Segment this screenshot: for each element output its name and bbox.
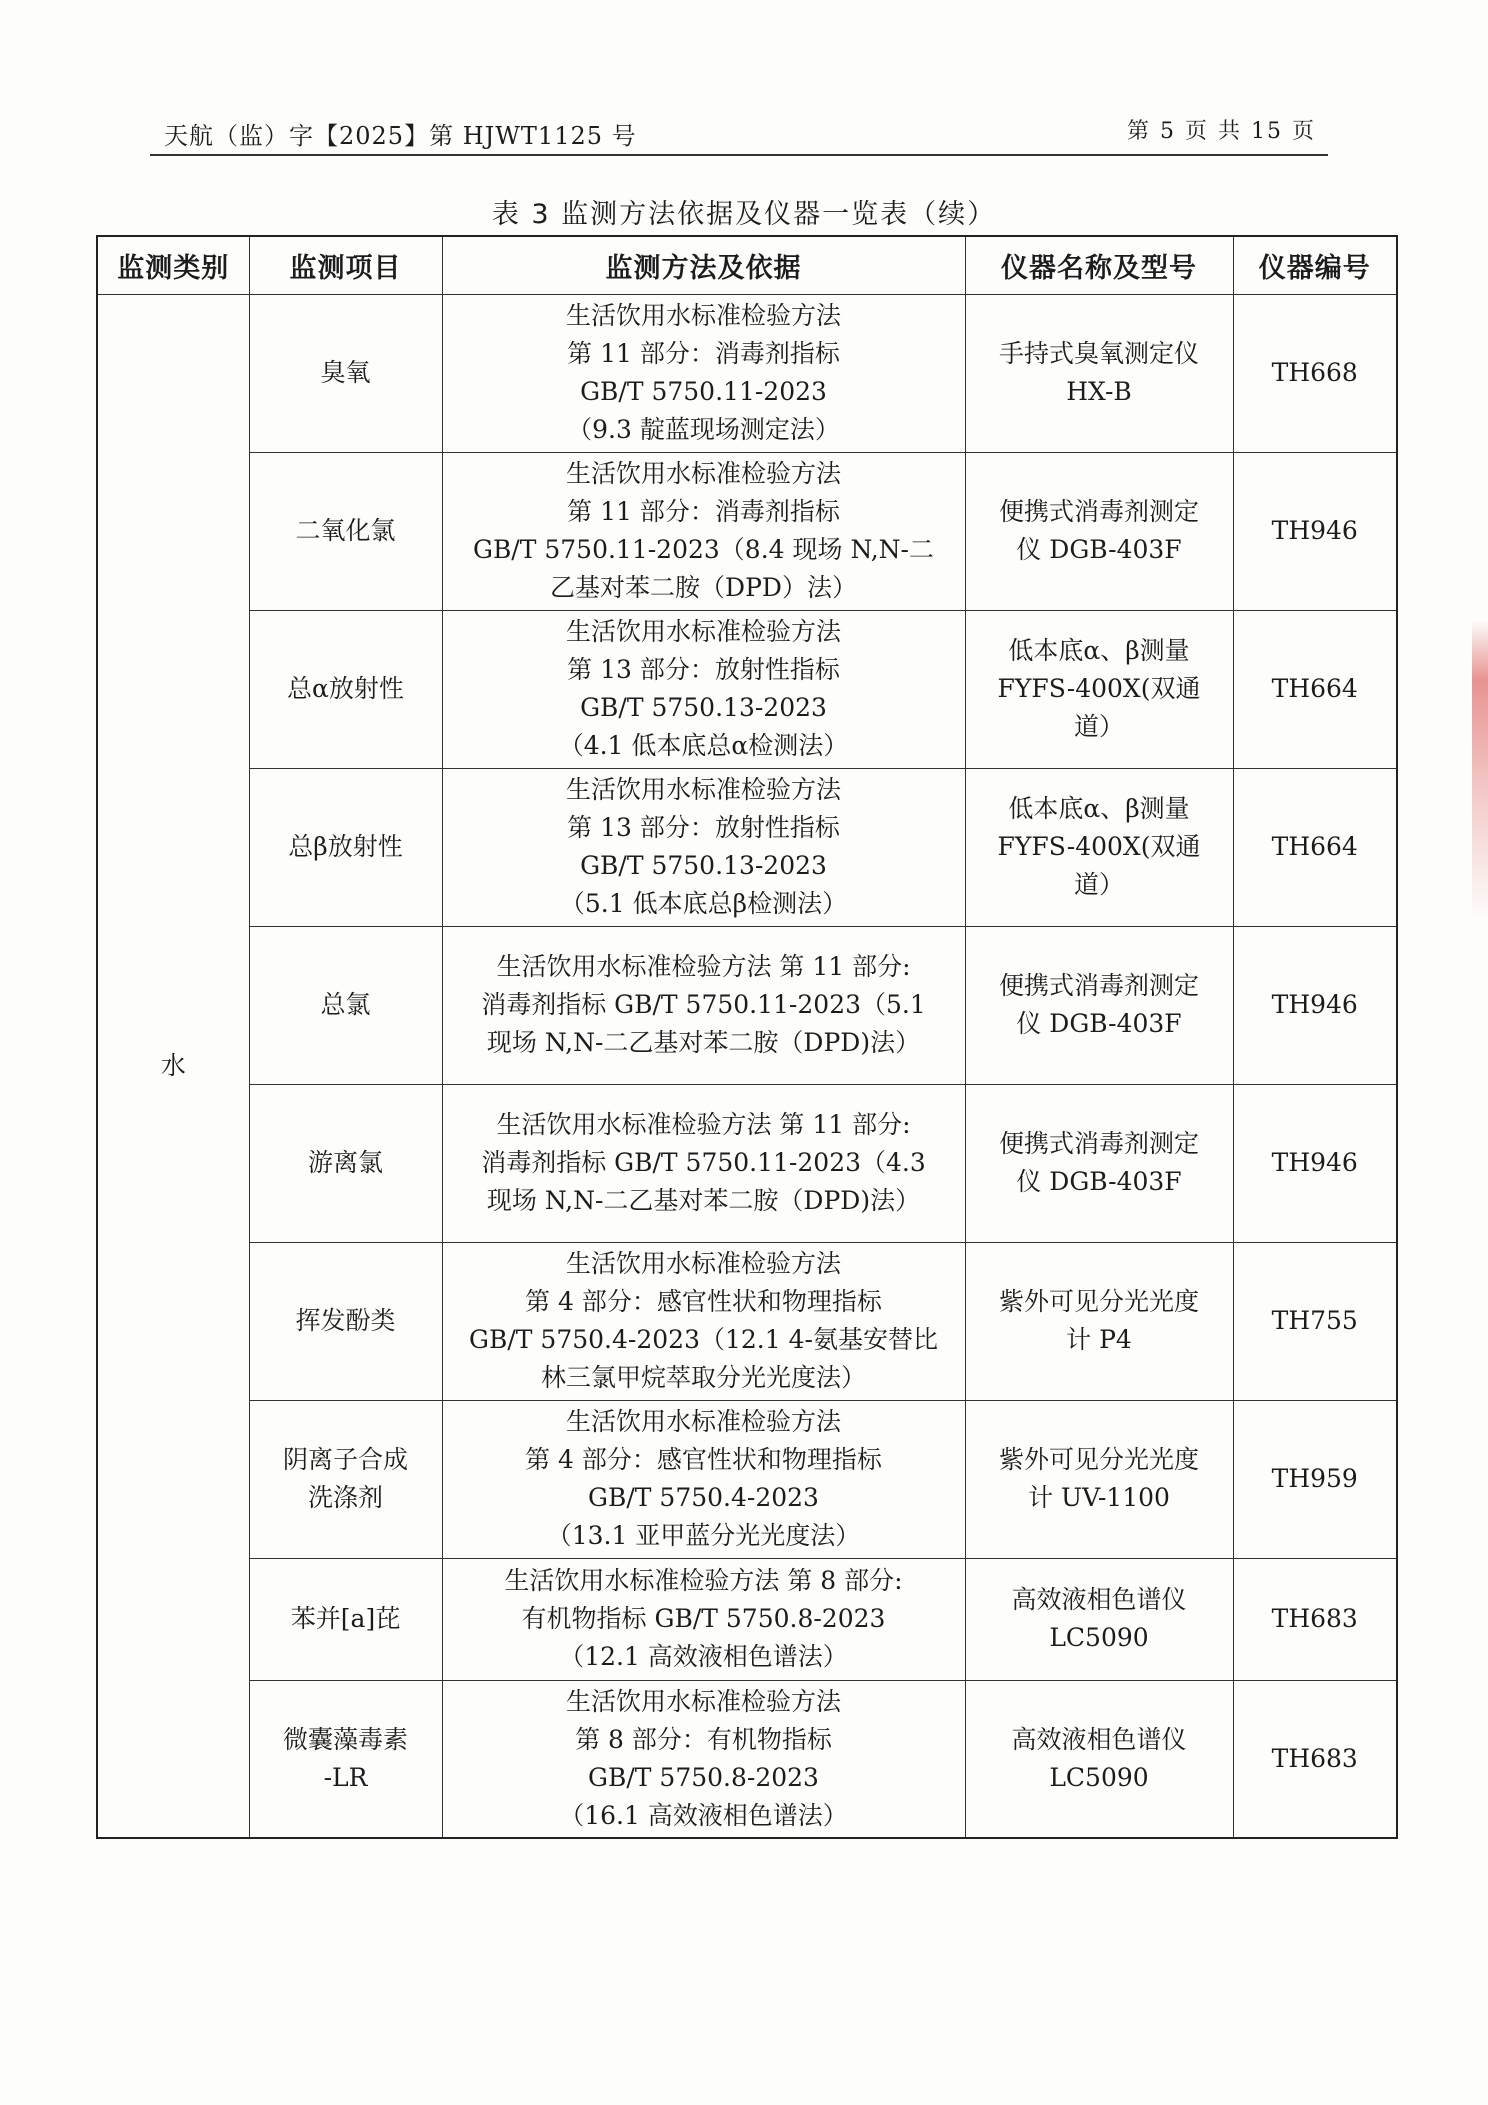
table-row — [97, 1558, 1397, 1680]
item-cell: 总α放射性 — [249, 610, 442, 768]
instrument-cell: 便携式消毒剂测定 仪 DGB-403F — [965, 926, 1233, 1084]
table-row — [97, 768, 1397, 926]
red-seal-edge — [1472, 620, 1488, 920]
table-row — [97, 1242, 1397, 1400]
col-header-number: 仪器编号 — [1233, 236, 1397, 294]
instrument-number-cell: TH946 — [1233, 926, 1397, 1084]
item-cell: 臭氧 — [249, 294, 442, 452]
instrument-number-cell: TH664 — [1233, 768, 1397, 926]
col-header-category: 监测类别 — [97, 236, 249, 294]
table-row — [97, 1400, 1397, 1558]
table-row — [97, 610, 1397, 768]
instrument-cell: 高效液相色谱仪 LC5090 — [965, 1558, 1233, 1680]
item-cell: 苯并[a]芘 — [249, 1558, 442, 1680]
method-cell: 生活饮用水标准检验方法 第 11 部分：消毒剂指标 GB/T 5750.11-2023（8.4 现场 N,N-二 乙基对苯二胺（DPD）法） — [442, 452, 965, 610]
method-cell: 生活饮用水标准检验方法 第 13 部分：放射性指标 GB/T 5750.13-2023 （4.1 低本底总α检测法） — [442, 610, 965, 768]
instrument-cell: 紫外可见分光光度 计 UV-1100 — [965, 1400, 1233, 1558]
method-cell: 生活饮用水标准检验方法 第 8 部分：有机物指标 GB/T 5750.8-2023 （16.1 高效液相色谱法） — [442, 1680, 965, 1838]
col-header-method: 监测方法及依据 — [442, 236, 965, 294]
instrument-number-cell: TH683 — [1233, 1680, 1397, 1838]
instrument-number-cell: TH959 — [1233, 1400, 1397, 1558]
header-rule — [150, 154, 1328, 156]
method-instrument-table — [96, 235, 1398, 1839]
instrument-number-cell: TH946 — [1233, 452, 1397, 610]
table-row — [97, 926, 1397, 1084]
table-row — [97, 1680, 1397, 1838]
method-cell: 生活饮用水标准检验方法 第 13 部分：放射性指标 GB/T 5750.13-2023 （5.1 低本底总β检测法） — [442, 768, 965, 926]
page-header — [150, 112, 1328, 152]
table-header-row — [97, 236, 1397, 294]
method-cell: 生活饮用水标准检验方法 第 11 部分: 消毒剂指标 GB/T 5750.11-2023（5.1 现场 N,N-二乙基对苯二胺（DPD)法） — [442, 926, 965, 1084]
col-header-instrument: 仪器名称及型号 — [965, 236, 1233, 294]
method-cell: 生活饮用水标准检验方法 第 4 部分：感官性状和物理指标 GB/T 5750.4-2023 （13.1 亚甲蓝分光光度法） — [442, 1400, 965, 1558]
report-number: 天航（监）字【2025】第 HJWT1125 号 — [164, 122, 637, 150]
instrument-number-cell: TH683 — [1233, 1558, 1397, 1680]
method-cell: 生活饮用水标准检验方法 第 8 部分: 有机物指标 GB/T 5750.8-2023 （12.1 高效液相色谱法） — [442, 1558, 965, 1680]
table-title: 表 3 监测方法依据及仪器一览表（续） — [491, 199, 997, 230]
table-row — [97, 1084, 1397, 1242]
method-cell: 生活饮用水标准检验方法 第 11 部分：消毒剂指标 GB/T 5750.11-2023 （9.3 靛蓝现场测定法） — [442, 294, 965, 452]
instrument-number-cell: TH755 — [1233, 1242, 1397, 1400]
table-row — [97, 452, 1397, 610]
instrument-cell: 高效液相色谱仪 LC5090 — [965, 1680, 1233, 1838]
page-indicator: 第 5 页 共 15 页 — [1127, 119, 1316, 144]
table-row — [97, 294, 1397, 452]
instrument-cell: 手持式臭氧测定仪 HX-B — [965, 294, 1233, 452]
item-cell: 微囊藻毒素 -LR — [249, 1680, 442, 1838]
method-cell: 生活饮用水标准检验方法 第 11 部分: 消毒剂指标 GB/T 5750.11-2023（4.3 现场 N,N-二乙基对苯二胺（DPD)法） — [442, 1084, 965, 1242]
instrument-cell: 便携式消毒剂测定 仪 DGB-403F — [965, 452, 1233, 610]
instrument-number-cell: TH664 — [1233, 610, 1397, 768]
instrument-cell: 低本底α、β测量 FYFS-400X(双通 道） — [965, 610, 1233, 768]
instrument-number-cell: TH946 — [1233, 1084, 1397, 1242]
instrument-number-cell: TH668 — [1233, 294, 1397, 452]
col-header-item: 监测项目 — [249, 236, 442, 294]
category-cell: 水 — [97, 294, 249, 1838]
item-cell: 二氧化氯 — [249, 452, 442, 610]
item-cell: 挥发酚类 — [249, 1242, 442, 1400]
instrument-cell: 紫外可见分光光度 计 P4 — [965, 1242, 1233, 1400]
item-cell: 总氯 — [249, 926, 442, 1084]
instrument-cell: 低本底α、β测量 FYFS-400X(双通 道） — [965, 768, 1233, 926]
item-cell: 游离氯 — [249, 1084, 442, 1242]
instrument-cell: 便携式消毒剂测定 仪 DGB-403F — [965, 1084, 1233, 1242]
method-cell: 生活饮用水标准检验方法 第 4 部分：感官性状和物理指标 GB/T 5750.4-2023（12.1 4-氨基安替比 林三氯甲烷萃取分光光度法） — [442, 1242, 965, 1400]
item-cell: 阴离子合成 洗涤剂 — [249, 1400, 442, 1558]
item-cell: 总β放射性 — [249, 768, 442, 926]
